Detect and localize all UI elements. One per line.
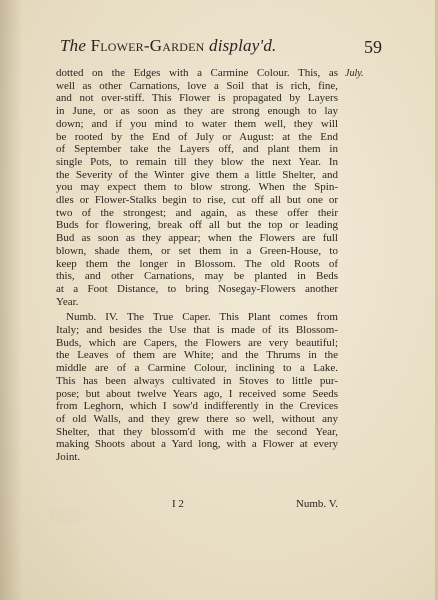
text-line: Numb. IV. The True Caper. This Plant comes from bbox=[66, 311, 338, 324]
text-line: two of the strongest; and again, as these offer their bbox=[56, 206, 338, 219]
title-flower-garden: Flower-Garden bbox=[90, 36, 205, 55]
text-line: and not over-stiff. This Flower is propagated by Layers bbox=[56, 92, 338, 105]
text-line: Buds for flowering, break off all but the top or leading bbox=[56, 219, 338, 232]
text-line: the Severity of the Winter give them a little Shelter, and bbox=[56, 168, 338, 181]
text-line: be rooted by the End of July or August: at the End bbox=[56, 130, 338, 143]
gutter-shadow bbox=[0, 0, 22, 600]
text-line: well as other Carnations, love a Soil that is rich, fine, bbox=[56, 79, 338, 92]
text-line: Buds, which are Capers, the Flowers are very beautiful; bbox=[56, 336, 338, 349]
text-line: single Pots, to remain till they blow the next Year. In bbox=[56, 155, 338, 168]
page-footer bbox=[56, 498, 338, 514]
text-line: Italy; and besides the Use that is made of its Blossom- bbox=[56, 324, 338, 337]
text-line: Bud as soon as they appear; when the Flowers are full bbox=[56, 232, 338, 245]
text-line: of September take the Layers off, and plant them in bbox=[56, 143, 338, 156]
show-through-blot: ░░░░ bbox=[50, 510, 82, 522]
body-text bbox=[56, 67, 338, 464]
text-line: Shelter, that they blossom'd with me the second Year, bbox=[56, 425, 338, 438]
text-line: of old Walls, and they grew there so well, without any bbox=[56, 412, 338, 425]
margin-note-month: July. bbox=[345, 68, 364, 79]
text-line: at a Foot Distance, to bring Nosegay-Flowers another bbox=[56, 282, 338, 295]
text-line: this, and other Carnations, may be planted in Beds bbox=[56, 270, 338, 283]
title-displayd: display'd. bbox=[204, 36, 277, 55]
text-line: blown, shade them, or set them in a Green-House, to bbox=[56, 244, 338, 257]
text-line: pose; but about twelve Years ago, I received some Seeds bbox=[56, 387, 338, 400]
catchword: Numb. V. bbox=[295, 498, 338, 510]
text-line: This has been always cultivated in Stoves to little pur- bbox=[56, 374, 338, 387]
text-line: middle are of a Carmine Colour, inclining to a Lake. bbox=[56, 362, 338, 375]
text-line: Year. bbox=[56, 295, 79, 308]
text-line: in June, or as soon as they are strong enough to lay bbox=[56, 105, 338, 118]
text-line: keep them the longer in Blossom. The old Roots of bbox=[56, 257, 338, 270]
text-line: making Shoots about a Yard long, with a Flower at every bbox=[56, 438, 338, 451]
text-line: dotted on the Edges with a Carmine Colour. This, as bbox=[56, 67, 338, 79]
title-the: The bbox=[60, 36, 91, 55]
running-head bbox=[60, 36, 382, 62]
text-line: down; and if you mind to water them well, they will bbox=[56, 117, 338, 130]
text-line: from Leghorn, which I sow'd indifferently in the Crevices bbox=[56, 400, 338, 413]
signature-mark: I 2 bbox=[172, 498, 184, 510]
text-line: Joint. bbox=[56, 451, 81, 464]
text-line: the Leaves of them are White; and the Thrums in the bbox=[56, 349, 338, 362]
page-number: 59 bbox=[364, 37, 382, 57]
running-title bbox=[60, 36, 277, 56]
text-line: you may expect them to blow strong. When the Spin- bbox=[56, 181, 338, 194]
text-line: dles or Flower-Stalks begin to rise, cut off all but one or bbox=[56, 194, 338, 207]
